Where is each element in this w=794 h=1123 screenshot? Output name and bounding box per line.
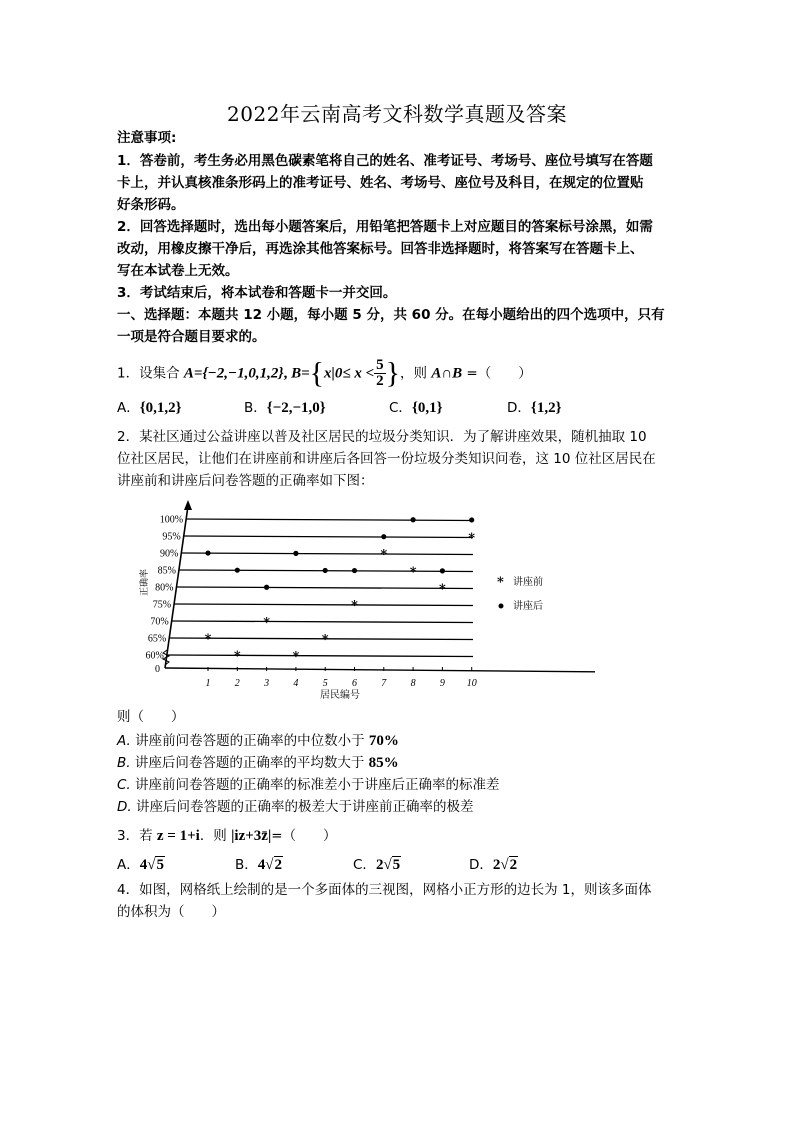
option-text: 讲座后问卷答题的正确率的平均数大于	[134, 755, 369, 771]
after-dot-icon	[205, 550, 210, 555]
option-label: A.	[117, 733, 131, 749]
option-radicand: 5	[156, 857, 164, 873]
chart-svg	[125, 500, 595, 705]
before-star-icon: *	[468, 530, 476, 546]
before-star-icon: *	[292, 649, 300, 665]
section-heading-line-1: 一、选择题：本题共 12 小题，每小题 5 分，共 60 分。在每小题给出的四个选项中，只有	[117, 307, 665, 323]
legend-star-icon: *	[497, 575, 504, 590]
option-label: D.	[117, 799, 132, 815]
sqrt-icon: √	[500, 857, 509, 873]
x-tick-label: 4	[293, 678, 299, 689]
grid-line	[172, 621, 473, 623]
before-star-icon: *	[233, 649, 241, 665]
option-radicand: 2	[509, 857, 518, 873]
option-value: {−2,−1,0}	[266, 400, 326, 416]
notice-line-2: 卡上，并认真核准条形码上的准考证号、姓名、考场号、座位号及科目，在规定的位置贴	[117, 175, 644, 191]
option-radicand: 2	[274, 857, 282, 873]
option-label: B．	[244, 400, 267, 416]
legend-label-after: 讲座后	[513, 601, 543, 612]
after-dot-icon	[469, 517, 474, 522]
x-tick-label: 9	[439, 678, 445, 689]
y-tick-label: 85%	[157, 565, 176, 577]
grid-line	[174, 604, 473, 606]
data-points	[205, 517, 476, 664]
grid-line	[186, 519, 473, 521]
option-label: B.	[117, 755, 131, 771]
q3-answer-blank: =（ ）	[271, 828, 337, 844]
option-radicand: 5	[392, 857, 401, 873]
x-tick-label: 3	[264, 678, 270, 689]
y-tick-label: 0	[155, 664, 160, 675]
y-tick-label: 65%	[147, 633, 167, 645]
grid-line	[177, 587, 474, 589]
q1-option-b	[244, 398, 326, 418]
q3-option-a	[117, 855, 165, 875]
option-coefficient: 4	[257, 857, 266, 873]
after-dot-icon	[352, 568, 357, 573]
q2-line-3: 讲座前和讲座后问卷答题的正确率如下图：	[117, 473, 374, 489]
q2-option-b	[117, 753, 687, 773]
after-dot-icon	[440, 568, 445, 573]
sqrt-icon: √	[147, 857, 156, 873]
grid-line	[184, 536, 473, 538]
before-star-icon: *	[380, 547, 388, 563]
x-tick-label: 8	[410, 678, 416, 689]
x-tick-label: 5	[322, 678, 328, 689]
x-axis-label: 居民编号	[320, 690, 360, 701]
notice-line-5: 改动，用橡皮擦干净后，再选涂其他答案标号。回答非选择题时，将答案写在答题卡上、	[117, 241, 644, 257]
option-value: {1,2}	[530, 400, 562, 416]
fraction-denominator: 2	[376, 373, 384, 389]
option-value: 70%	[368, 733, 399, 749]
option-text: 讲座前问卷答题的正确率的中位数小于	[135, 733, 369, 749]
option-value: {0,1,2}	[139, 400, 182, 416]
option-value: {0,1}	[411, 400, 443, 416]
before-star-icon: *	[321, 632, 329, 648]
q1-option-d	[507, 398, 561, 418]
q3-condition: z = 1+i	[156, 828, 200, 844]
legend-label-before: 讲座前	[513, 577, 543, 588]
q2-then: 则（ ）	[117, 709, 185, 725]
q1-fraction	[374, 358, 386, 389]
option-label: C.	[117, 777, 131, 793]
q2-option-d	[117, 797, 687, 817]
q2-line-2: 位社区居民，让他们在讲座前和讲座后各回答一份垃圾分类知识问卷，这 10 位社区居民在	[117, 451, 656, 467]
q3-option-b	[235, 855, 283, 875]
option-coefficient: 4	[139, 857, 148, 873]
sqrt-icon: √	[383, 857, 392, 873]
q3-option-c	[353, 855, 401, 875]
right-brace: }	[385, 356, 401, 390]
y-axis-label: 正确率	[140, 568, 150, 596]
notice-line-3: 好条形码。	[117, 197, 185, 213]
accuracy-scatter-chart	[125, 500, 595, 705]
q3-prefix: 3．若	[117, 828, 157, 844]
question-3	[117, 826, 687, 846]
x-tick-label: 1	[205, 678, 211, 689]
before-star-icon: *	[204, 632, 212, 648]
q1-expression: A∩B	[431, 365, 463, 382]
option-label: A．	[117, 857, 140, 873]
option-coefficient: 2	[492, 857, 501, 873]
question-1	[117, 358, 687, 388]
after-dot-icon	[235, 568, 240, 573]
q1-set-b-lhs: B=	[291, 365, 310, 382]
after-dot-icon	[293, 551, 298, 556]
x-tick-label: 6	[352, 678, 357, 689]
y-tick-label: 95%	[162, 531, 181, 543]
q1-sep: ,	[283, 365, 292, 382]
option-text: 讲座后问卷答题的正确率的极差大于讲座前正确率的极差	[135, 799, 474, 815]
y-tick-label: 100%	[159, 514, 184, 526]
q1-option-c	[389, 398, 443, 418]
option-coefficient: 2	[375, 857, 384, 873]
after-dot-icon	[411, 517, 416, 522]
notice-line-6: 写在本试卷上无效。	[117, 263, 239, 279]
y-tick-labels	[146, 515, 184, 676]
q1-set-a: A={−2,−1,0,1,2}	[183, 365, 284, 382]
notice-line-7: 3．考试结束后，将本试卷和答题卡一并交回。	[117, 285, 397, 301]
left-brace: {	[309, 356, 325, 390]
page-title: 2022年云南高考文科数学真题及答案	[227, 102, 567, 126]
option-label: D．	[469, 857, 493, 873]
q2-option-a	[117, 731, 687, 751]
fraction-numerator: 5	[376, 357, 384, 373]
q1-then: ，则	[400, 365, 432, 382]
x-tick-label: 2	[234, 678, 240, 689]
option-label: A．	[117, 400, 140, 416]
grid-line	[167, 655, 473, 657]
sqrt-icon: √	[265, 857, 274, 873]
before-star-icon: *	[409, 564, 417, 580]
y-tick-label: 60%	[145, 650, 164, 662]
x-tick-label: 10	[466, 678, 477, 689]
notice-line-4: 2．回答选择题时，选出每小题答案后，用铅笔把答题卡上对应题目的答案标号涂黑，如需	[117, 219, 653, 235]
q1-answer-blank: =（ ）	[462, 365, 532, 382]
y-tick-label: 75%	[152, 599, 172, 611]
before-star-icon: *	[263, 615, 271, 631]
option-label: D．	[507, 400, 531, 416]
notice-line-1: 1．答卷前，考生务必用黑色碳素笔将自己的姓名、准考证号、考场号、座位号填写在答题	[117, 153, 653, 169]
y-tick-label: 80%	[155, 582, 174, 594]
option-value: 85%	[368, 755, 399, 771]
q3-expression: |iz+3z̄|	[231, 828, 272, 844]
y-tick-label: 70%	[150, 616, 169, 628]
option-label: C．	[389, 400, 412, 416]
q2-line-1: 2．某社区通过公益讲座以普及社区居民的垃圾分类知识．为了解讲座效果，随机抽取 10	[117, 429, 647, 445]
q1-set-b-inner: x|0≤ x <	[324, 365, 375, 382]
x-axis	[165, 668, 595, 672]
after-dot-icon	[381, 534, 386, 539]
option-label: B．	[235, 857, 258, 873]
x-tick-label: 7	[381, 678, 387, 689]
legend-dot-icon	[499, 604, 504, 609]
q1-option-a	[117, 398, 182, 418]
y-tick-label: 90%	[159, 548, 179, 560]
grid-line	[181, 553, 473, 555]
option-label: C．	[353, 857, 376, 873]
q3-then: ．则	[199, 828, 232, 844]
q4-line-2: 的体积为（ ）	[117, 904, 225, 920]
notice-heading: 注意事项:	[117, 130, 177, 146]
section-heading-line-2: 一项是符合题目要求的。	[117, 329, 266, 345]
before-star-icon: *	[351, 598, 358, 614]
q2-option-c	[117, 775, 687, 795]
q3-option-d	[469, 855, 518, 875]
before-star-icon: *	[438, 581, 446, 597]
horizontal-grid-lines	[167, 519, 476, 657]
legend	[497, 575, 543, 612]
y-axis-arrow-icon	[184, 500, 192, 510]
after-dot-icon	[323, 568, 328, 573]
q4-line-1: 4．如图，网格纸上绘制的是一个多面体的三视图，网格小正方形的边长为 1，则该多面体	[117, 882, 652, 898]
option-text: 讲座前问卷答题的正确率的标准差小于讲座后正确率的标准差	[135, 777, 500, 793]
q1-prefix: 1．设集合	[117, 365, 184, 382]
after-dot-icon	[264, 585, 269, 590]
